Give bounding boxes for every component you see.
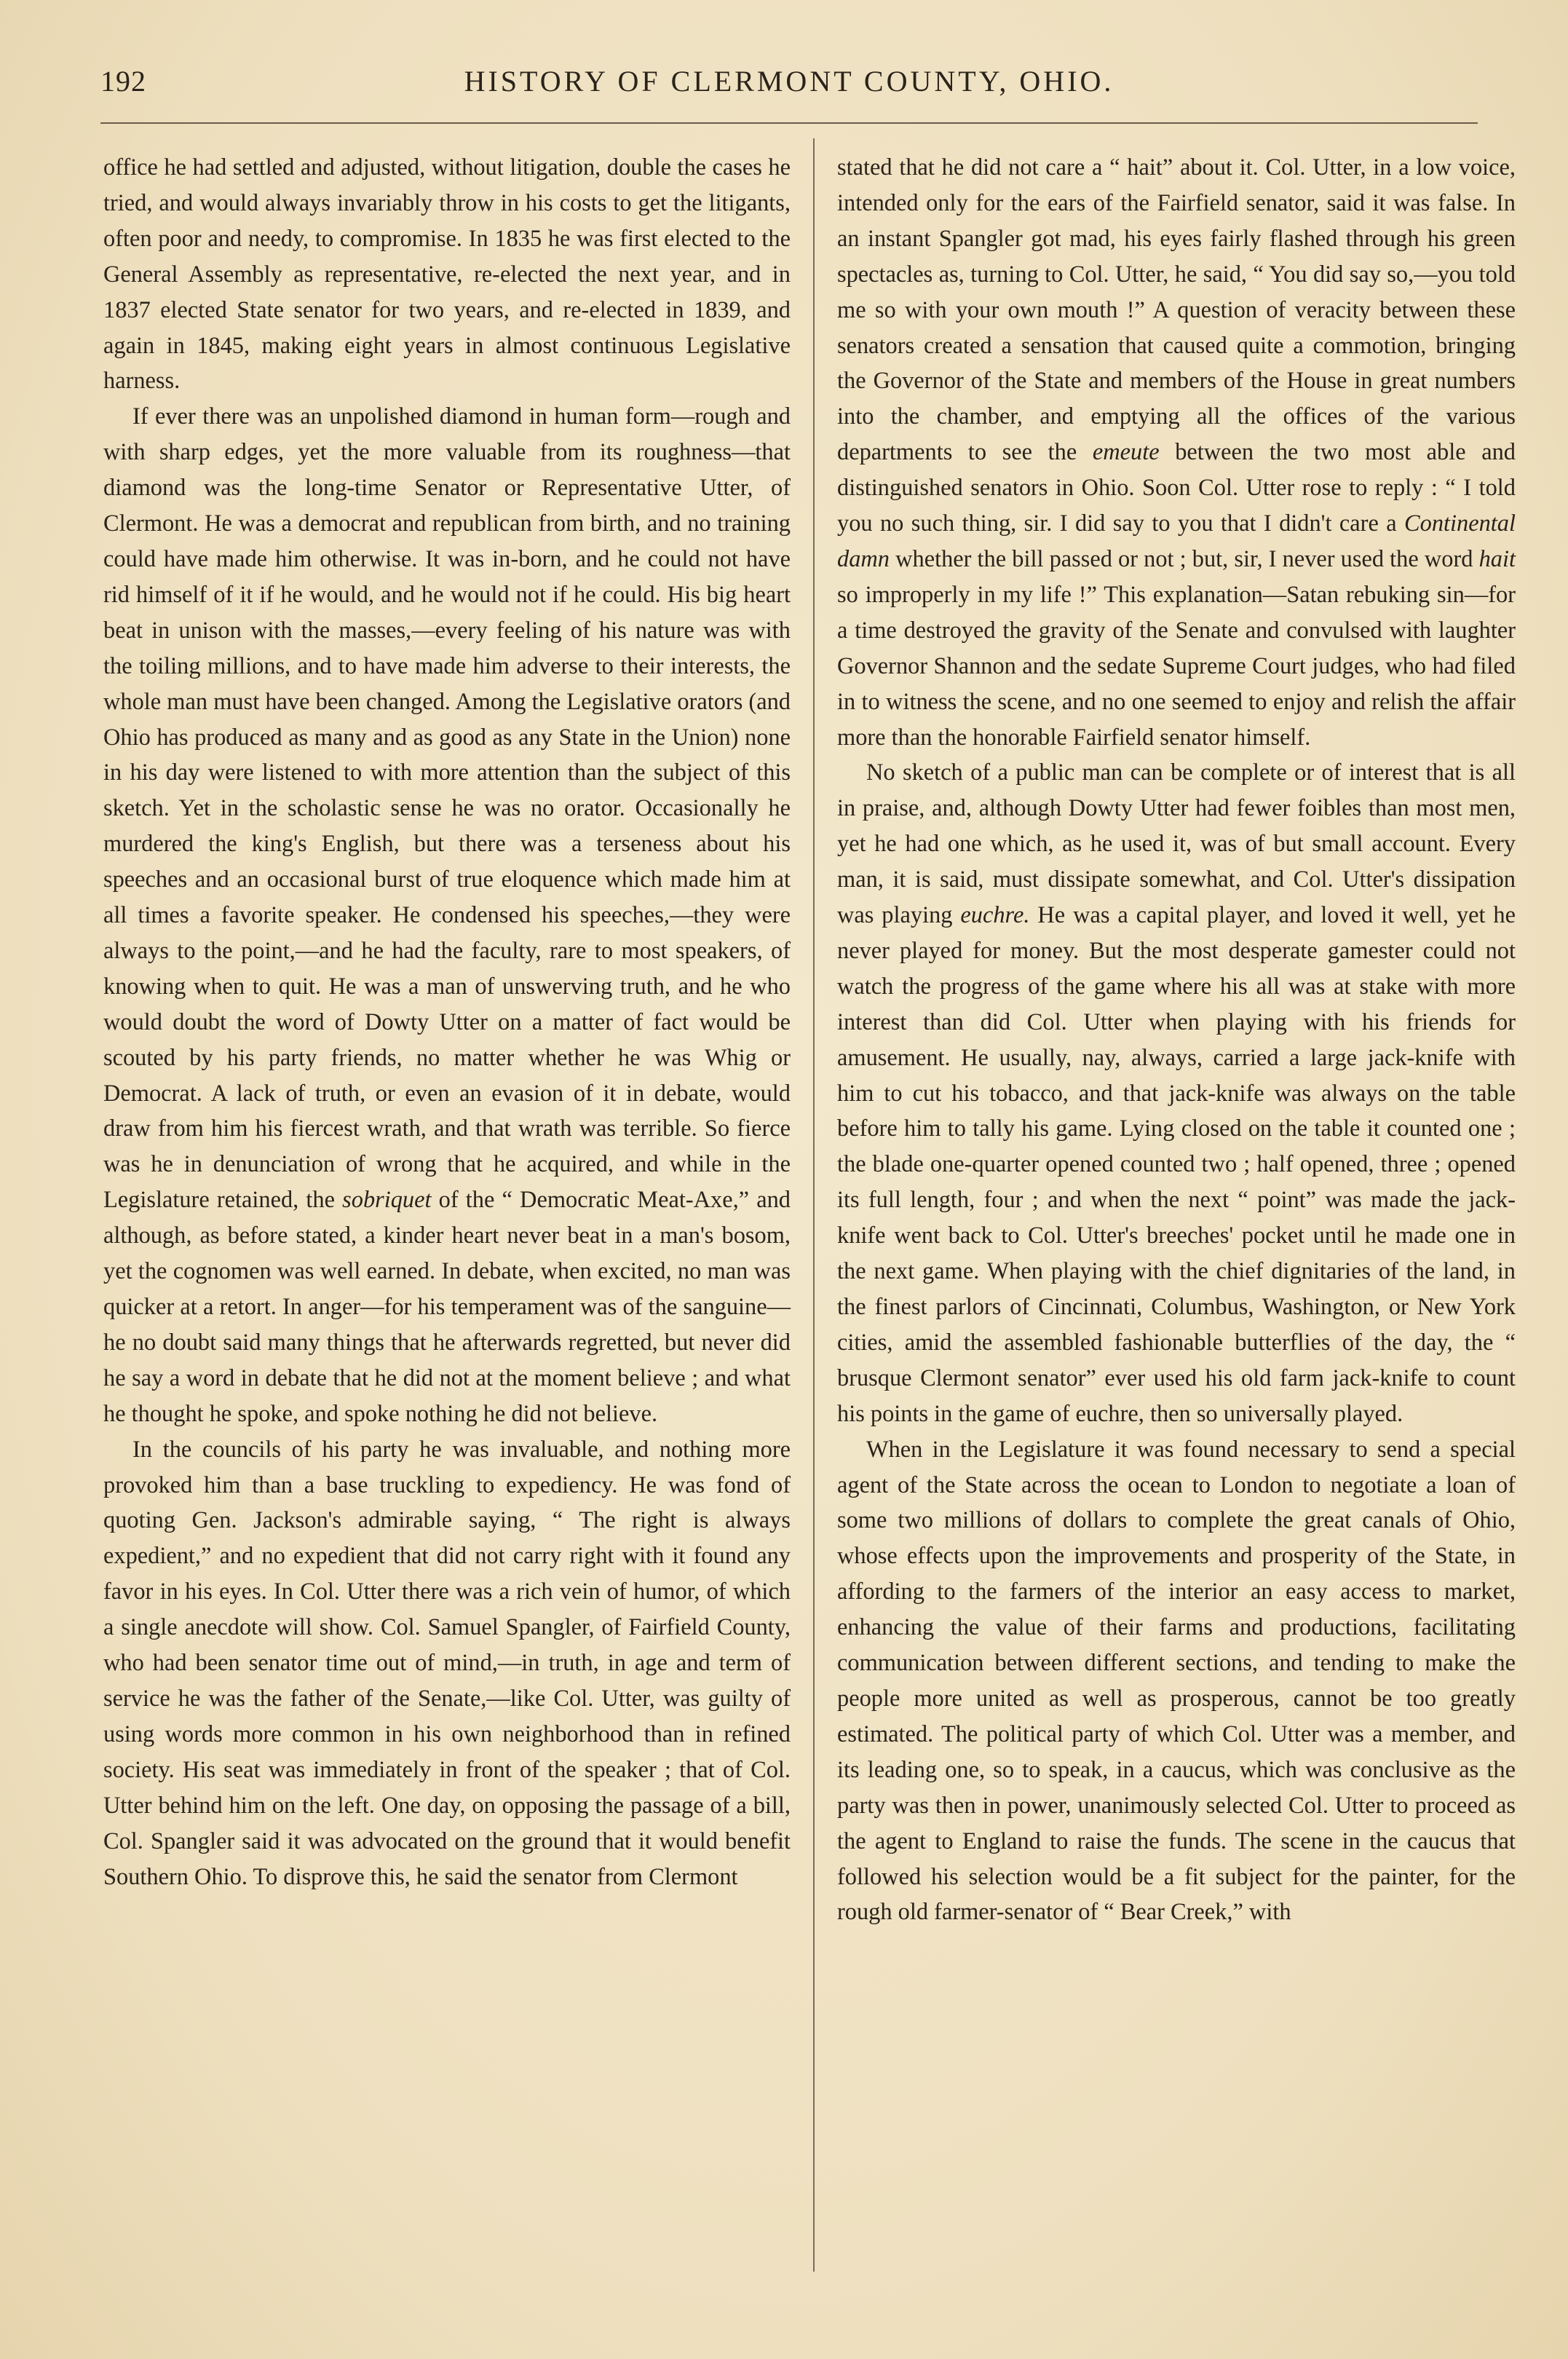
paragraph-text: office he had settled and adjusted, without litigation, double the cases he tried, and would always invariably throw in his costs to get the litigants, often poor and needy, to compromise. In 1835 he was first elected to the General Assembly as representative, re-elected the next year, and in 1837 elected State senator for two years, and re-elected in 1839, and again in 1845, making eight years in almost continuous Legislative harness. <box>103 154 791 395</box>
header-rule <box>100 122 1478 124</box>
italic-term: Continental damn <box>837 510 1516 572</box>
paragraph-text: When in the Legislature it was found necessary to send a special agent of the State across the ocean to London to negotiate a loan of some two millions of dollars to complete the great canals of Ohio, whose effects upon the improvements and prosperity of the State, in affording to the farmers of the interior an easy access to market, enhancing the value of their farms and productions, facilitating communication between different sections, and tending to make the people more united as well as prosperous, cannot be too greatly estimated. The political party of which Col. Utter was a member, and its leading one, so to speak, in a caucus, which was conclusive as the party was then in power, unanimously selected Col. Utter to proceed as the agent to England to raise the funds. The scene in the caucus that followed his selection would be a fit subject for the painter, for the rough old farmer-senator of “ Bear Creek,” with <box>837 1436 1516 1926</box>
paragraph <box>837 1432 1516 1931</box>
paragraph <box>103 1432 791 1895</box>
paragraph <box>103 150 791 399</box>
paragraph <box>103 399 791 1431</box>
paragraph-text: In the councils of his party he was invaluable, and nothing more provoked him than a base truckling to expediency. He was fond of quoting Gen. Jackson's admirable saying, “ The right is always expedient,” and no expedient that did not carry right with it found any favor in his eyes. In Col. Utter there was a rich vein of humor, of which a single anecdote will show. Col. Samuel Spangler, of Fairfield County, who had been senator time out of mind,—in truth, in age and term of service he was the father of the Senate,—like Col. Utter, was guilty of using words more common in his own neighborhood than in refined society. His seat was immediately in front of the speaker ; that of Col. Utter behind him on the left. One day, on opposing the passage of a bill, Col. Spangler said it was advocated on the ground that it would benefit Southern Ohio. To disprove this, he said the senator from Clermont <box>103 1436 791 1890</box>
italic-term: emeute <box>1092 439 1160 466</box>
italic-term: sobriquet <box>342 1187 432 1214</box>
paragraph-text: of the “ Democratic Meat-Axe,” and although, as before stated, a kinder heart never beat in a man's bosom, yet the cognomen was well earned. In debate, when excited, no man was quicker at a retort. In anger—for his temperament was of the sanguine—he no doubt said many things that he afterwards regretted, but never did he say a word in debate that he did not at the moment believe ; and what he thought he spoke, and spoke nothing he did not believe. <box>103 1187 791 1427</box>
paragraph-text: stated that he did not care a “ hait” about it. Col. Utter, in a low voice, intended only for the ears of the Fairfield senator, said it was false. In an instant Spangler got mad, his eyes fairly flashed through his green spectacles as, turning to Col. Utter, he said, “ You did say so,—you told me so with your own mouth !” A question of veracity between these senators created a sensation that caused quite a commotion, bringing the Governor of the State and members of the House in great numbers into the chamber, and emptying all the offices of the various departments to see the <box>837 154 1516 466</box>
page-number: 192 <box>100 65 146 98</box>
paragraph-text: He was a capital player, and loved it well, yet he never played for money. But the most desperate gamester could not watch the progress of the game where his all was at stake with more interest than did Col. Utter when playing with his friends for amusement. He usually, nay, always, carried a large jack-knife with him to cut his tobacco, and that jack-knife was always on the table before him to tally his game. Lying closed on the table it counted one ; the blade one-quarter opened counted two ; half opened, three ; opened its full length, four ; and when the next “ point” was made the jack-knife went back to Col. Utter's breeches' pocket until he made one in the next game. When playing with the chief dignitaries of the land, in the finest parlors of Cincinnati, Columbus, Washington, or New York cities, amid the assembled fashionable butterflies of the day, the “ brusque Clermont senator” ever used his old farm jack-knife to count his points in the game of euchre, then so universally played. <box>837 902 1516 1427</box>
column-divider <box>813 138 815 2272</box>
page-header <box>100 64 1478 108</box>
running-title: HISTORY OF CLERMONT COUNTY, OHIO. <box>464 65 1114 98</box>
paragraph-text: between the two most able and distinguished senators in Ohio. Soon Col. Utter rose to reply : “ I told you no such thing, sir. I did say to you that I didn't care a <box>837 439 1516 537</box>
paragraph <box>837 150 1516 755</box>
left-column <box>103 150 791 2291</box>
paragraph-text: so improperly in my life !” This explanation—Satan rebuking sin—for a time destroyed the gravity of the Senate and convulsed with laughter Governor Shannon and the sedate Supreme Court judges, who had filed in to witness the scene, and no one seemed to enjoy and relish the affair more than the honorable Fairfield senator himself. <box>837 581 1516 751</box>
paragraph-text: whether the bill passed or not ; but, sir, I never used the word <box>895 545 1473 572</box>
italic-term: euchre. <box>960 902 1030 929</box>
paragraph-text: No sketch of a public man can be complete or of interest that is all in praise, and, although Dowty Utter had fewer foibles than most men, yet he had one which, as he used it, was of but small account. Every man, it is said, must dissipate somewhat, and Col. Utter's dissipation was playing <box>837 759 1516 929</box>
paragraph <box>837 755 1516 1431</box>
paragraph-text: If ever there was an unpolished diamond in human form—rough and with sharp edges, yet the more valuable from its roughness—that diamond was the long-time Senator or Representative Utter, of Clermont. He was a democrat and republican from birth, and no training could have made him otherwise. It was in-born, and he could not have rid himself of it if he would, and he would not if he could. His big heart beat in unison with the masses,—every feeling of his nature was with the toiling millions, and to have made him adverse to their interests, the whole man must have been changed. Among the Legislative orators (and Ohio has produced as many and as good as any State in the Union) none in his day were listened to with more attention than the subject of this sketch. Yet in the scholastic sense he was no orator. Occasionally he murdered the king's English, but there was a terseness about his speeches and an occasional burst of true eloquence which made him at all times a favorite speaker. He condensed his speeches,—they were always to the point,—and he had the faculty, rare to most speakers, of knowing when to quit. He was a man of unswerving truth, and he who would doubt the word of Dowty Utter on a matter of fact would be scouted by his party friends, no matter whether he was Whig or Democrat. A lack of truth, or even an evasion of it in debate, would draw from him his fiercest wrath, and that wrath was terrible. So fierce was he in denunciation of wrong that he acquired, and while in the Legislature retained, the <box>103 403 791 1214</box>
right-column <box>837 150 1516 2291</box>
italic-term: hait <box>1478 545 1516 572</box>
